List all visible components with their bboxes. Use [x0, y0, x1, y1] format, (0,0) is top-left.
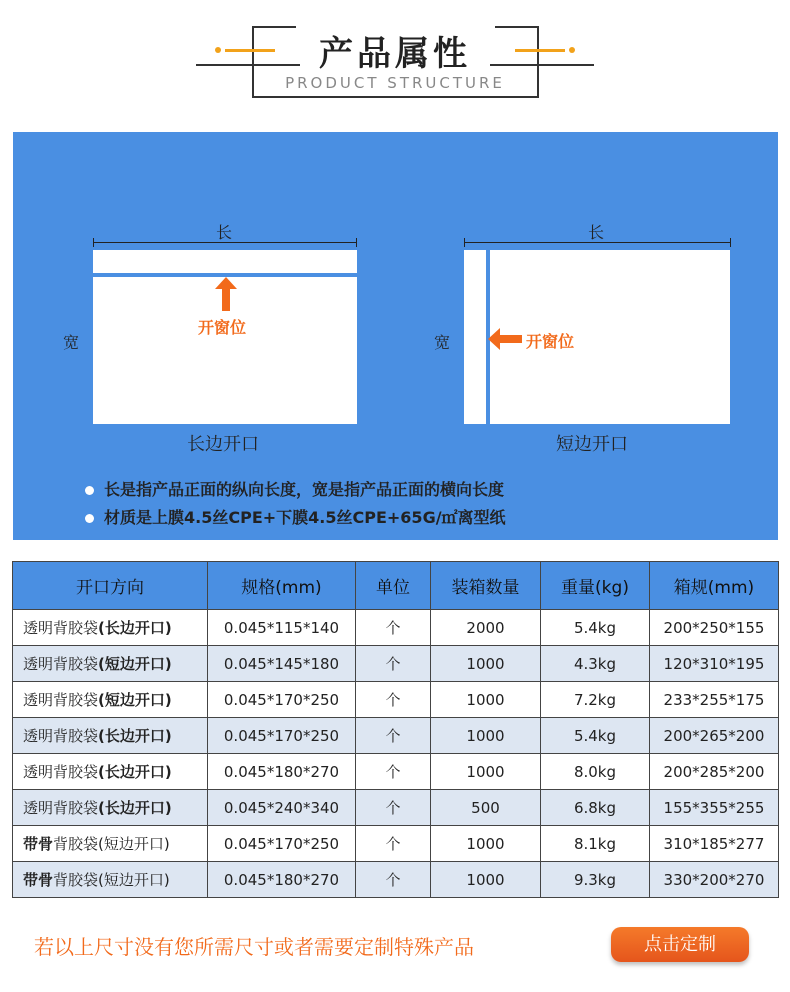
box-cell: 200*250*155 [650, 610, 779, 646]
table-header-row [13, 562, 779, 610]
spec-cell: 0.045*170*250 [208, 826, 356, 862]
column-header: 箱规(mm) [650, 562, 779, 610]
box-cell: 330*200*270 [650, 862, 779, 898]
weight-cell: 8.0kg [541, 754, 650, 790]
dimension-tick [464, 238, 465, 247]
spec-cell: 0.045*170*250 [208, 682, 356, 718]
product-name: 带骨背胶袋(短边开口) [13, 826, 208, 862]
arrow-left-icon [488, 328, 522, 350]
box-cell: 233*255*175 [650, 682, 779, 718]
length-label: 长 [588, 223, 605, 242]
note-text: 长是指产品正面的纵向长度，宽是指产品正面的横向长度 [104, 480, 505, 499]
unit-cell: 个 [356, 826, 431, 862]
table-row [13, 682, 779, 718]
weight-cell: 9.3kg [541, 862, 650, 898]
column-header: 单位 [356, 562, 431, 610]
unit-cell: 个 [356, 754, 431, 790]
weight-cell: 5.4kg [541, 718, 650, 754]
dimension-tick [356, 238, 357, 247]
window-label: 开窗位 [526, 332, 575, 351]
product-name: 透明背胶袋(长边开口) [13, 754, 208, 790]
qty-cell: 1000 [431, 718, 541, 754]
box-cell: 120*310*195 [650, 646, 779, 682]
long-side-caption: 长边开口 [187, 434, 259, 455]
length-label: 长 [216, 223, 233, 242]
qty-cell: 1000 [431, 754, 541, 790]
dimension-tick [93, 238, 94, 247]
table-row [13, 718, 779, 754]
column-header: 规格(mm) [208, 562, 356, 610]
unit-cell: 个 [356, 790, 431, 826]
qty-cell: 1000 [431, 826, 541, 862]
weight-cell: 8.1kg [541, 826, 650, 862]
unit-cell: 个 [356, 718, 431, 754]
box-cell: 200*285*200 [650, 754, 779, 790]
note-material [85, 505, 506, 528]
note-text: 材质是上膜4.5丝CPE+下膜4.5丝CPE+65G/㎡离型纸 [104, 508, 506, 527]
spec-cell: 0.045*170*250 [208, 718, 356, 754]
box-cell: 310*185*277 [650, 826, 779, 862]
unit-cell: 个 [356, 682, 431, 718]
qty-cell: 500 [431, 790, 541, 826]
spec-cell: 0.045*115*140 [208, 610, 356, 646]
unit-cell: 个 [356, 610, 431, 646]
width-label: 宽 [63, 333, 80, 352]
unit-cell: 个 [356, 862, 431, 898]
bullet-icon [85, 486, 94, 495]
unit-cell: 个 [356, 646, 431, 682]
short-side-caption: 短边开口 [556, 434, 628, 455]
spec-cell: 0.045*240*340 [208, 790, 356, 826]
width-label: 宽 [434, 333, 451, 352]
weight-cell: 7.2kg [541, 682, 650, 718]
customize-button[interactable]: 点击定制 [611, 927, 749, 962]
weight-cell: 4.3kg [541, 646, 650, 682]
column-header: 重量(kg) [541, 562, 650, 610]
product-name: 透明背胶袋(长边开口) [13, 790, 208, 826]
note-dimensions [85, 477, 504, 500]
column-header: 开口方向 [13, 562, 208, 610]
weight-cell: 5.4kg [541, 610, 650, 646]
header-bracket-bottom [252, 96, 539, 98]
table-row [13, 790, 779, 826]
qty-cell: 2000 [431, 610, 541, 646]
box-cell: 155*355*255 [650, 790, 779, 826]
bullet-icon [85, 514, 94, 523]
product-name: 透明背胶袋(长边开口) [13, 610, 208, 646]
table-row [13, 826, 779, 862]
table-row [13, 646, 779, 682]
qty-cell: 1000 [431, 646, 541, 682]
arrow-up-icon [215, 277, 237, 311]
spec-cell: 0.045*145*180 [208, 646, 356, 682]
window-label: 开窗位 [198, 318, 247, 337]
table-row [13, 610, 779, 646]
spec-cell: 0.045*180*270 [208, 862, 356, 898]
diagram-panel [13, 132, 778, 540]
qty-cell: 1000 [431, 682, 541, 718]
box-cell: 200*265*200 [650, 718, 779, 754]
product-name: 透明背胶袋(长边开口) [13, 718, 208, 754]
page-title: 产品属性 [319, 34, 471, 74]
column-header: 装箱数量 [431, 562, 541, 610]
product-table [12, 561, 779, 898]
weight-cell: 6.8kg [541, 790, 650, 826]
product-name: 透明背胶袋(短边开口) [13, 646, 208, 682]
customize-prompt: 若以上尺寸没有您所需尺寸或者需要定制特殊产品 [34, 935, 474, 959]
product-name: 带骨背胶袋(短边开口) [13, 862, 208, 898]
table-row [13, 862, 779, 898]
spec-cell: 0.045*180*270 [208, 754, 356, 790]
page-subtitle: PRODUCT STRUCTURE [285, 74, 505, 92]
dimension-tick [730, 238, 731, 247]
qty-cell: 1000 [431, 862, 541, 898]
table-row [13, 754, 779, 790]
product-name: 透明背胶袋(短边开口) [13, 682, 208, 718]
